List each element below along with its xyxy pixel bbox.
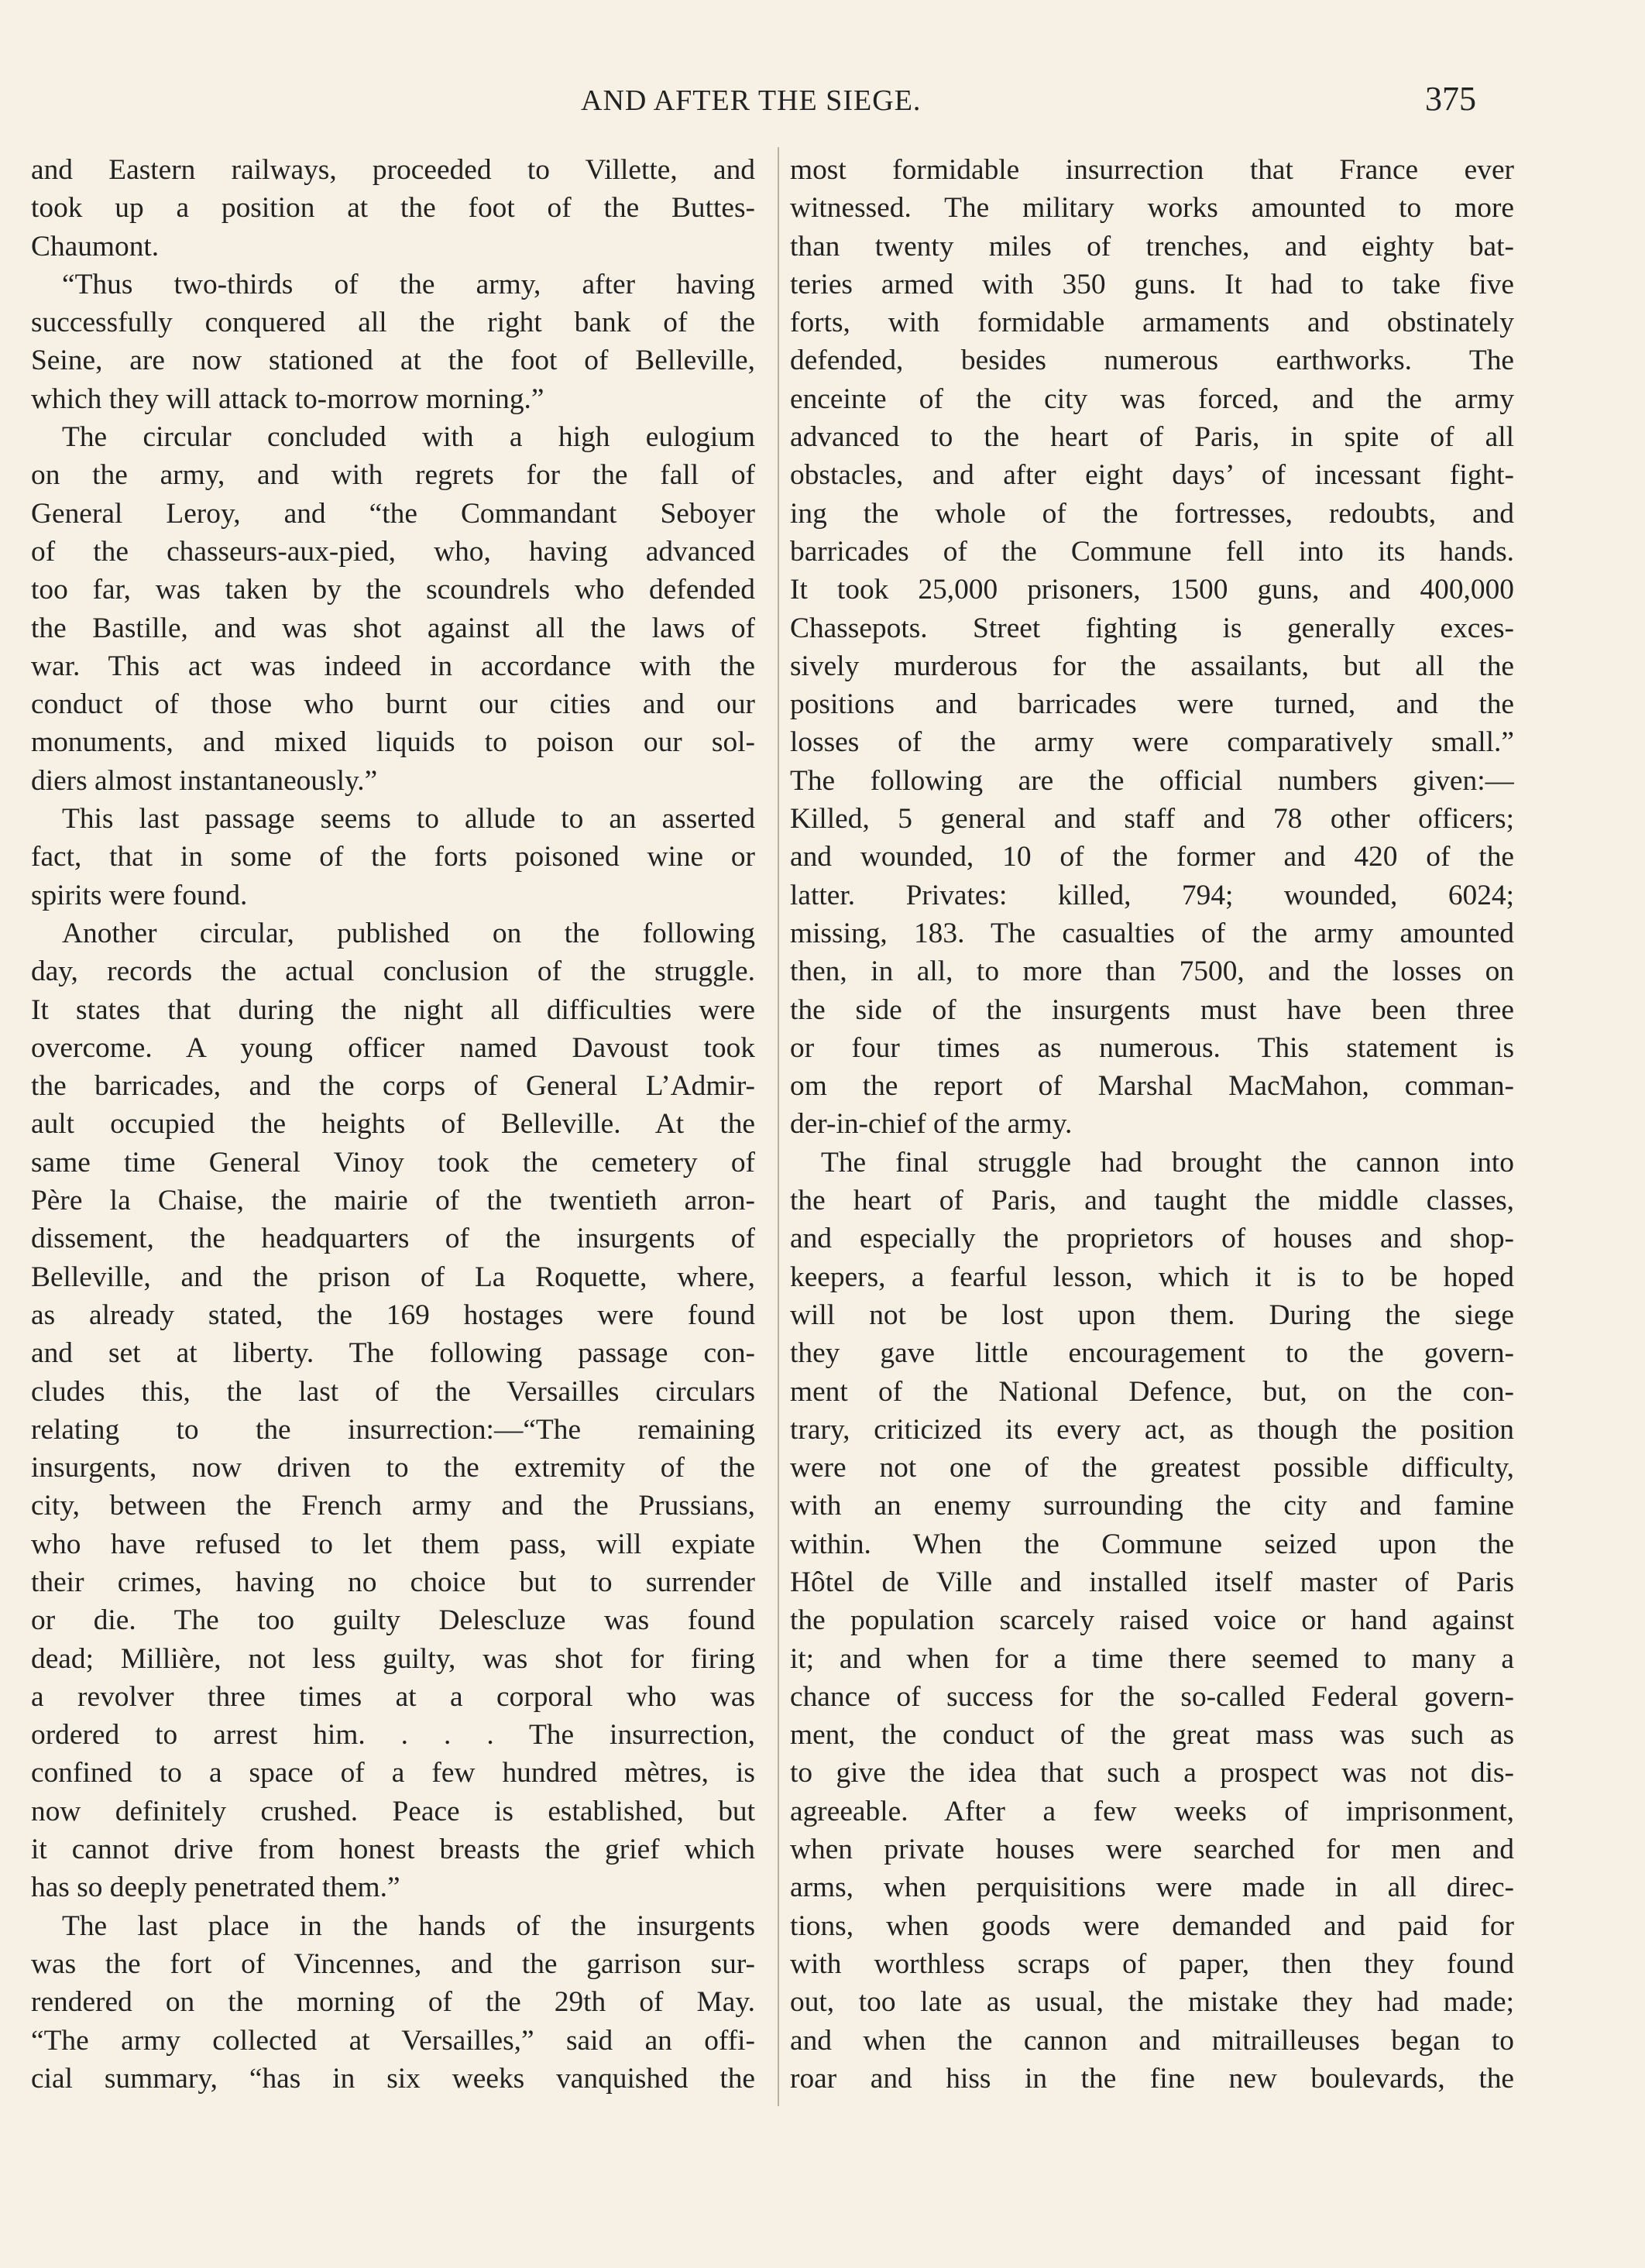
text-line: The final struggle had brought the cannon into [821, 1146, 1514, 1179]
text-line: barricades of the Commune fell into its hands. [790, 535, 1514, 568]
text-line: successfully conquered all the right bank of the [31, 307, 755, 339]
text-line: Another circular, published on the following [62, 917, 755, 949]
text-line: the side of the insurgents must have been three [790, 993, 1514, 1026]
text-line: it cannot drive from honest breasts the grief which [31, 1834, 755, 1866]
text-line: Belleville, and the prison of La Roquette, where, [31, 1261, 755, 1293]
text-line: der-in-chief of the army. [790, 1108, 1073, 1141]
text-line: has so deeply penetrated them.” [31, 1872, 400, 1904]
text-line: ment, the conduct of the great mass was such as [790, 1719, 1514, 1752]
text-line: which they will attack to-morrow morning.” [31, 383, 544, 415]
text-line: or four times as numerous. This statement is [790, 1031, 1514, 1064]
text-line: were not one of the greatest possible difficulty, [790, 1452, 1514, 1484]
text-line: out, too late as usual, the mistake they had made; [790, 1986, 1514, 2019]
text-line: diers almost instantaneously.” [31, 764, 378, 797]
text-line: most formidable insurrection that France ever [790, 154, 1514, 186]
text-line: day, records the actual conclusion of the struggle. [31, 956, 755, 988]
text-line: of the chasseurs-aux-pied, who, having advanced [31, 535, 755, 568]
text-line: It took 25,000 prisoners, 1500 guns, and 400,000 [790, 574, 1514, 606]
text-line: relating to the insurrection:—“The remaining [31, 1413, 755, 1446]
text-line: the Bastille, and was shot against all the laws of [31, 612, 755, 644]
text-line: “Thus two-thirds of the army, after having [62, 268, 755, 300]
text-line: when private houses were searched for men and [790, 1834, 1514, 1866]
text-line: city, between the French army and the Prussians, [31, 1490, 755, 1522]
text-line: defended, besides numerous earthworks. The [790, 345, 1514, 377]
text-line: teries armed with 350 guns. It had to take five [790, 268, 1514, 300]
text-line: arms, when perquisitions were made in all direc- [790, 1872, 1514, 1904]
text-line: ault occupied the heights of Belleville. At the [31, 1108, 755, 1141]
text-line: cludes this, the last of the Versailles circulars [31, 1375, 755, 1408]
text-line: General Leroy, and “the Commandant Seboyer [31, 497, 755, 530]
text-line: within. When the Commune seized upon the [790, 1528, 1514, 1560]
text-line: ordered to arrest him. . . . The insurrection, [31, 1719, 755, 1752]
text-line: insurgents, now driven to the extremity of the [31, 1452, 755, 1484]
text-line: keepers, a fearful lesson, which it is to be hoped [790, 1261, 1514, 1293]
text-line: om the report of Marshal MacMahon, comman- [790, 1070, 1514, 1103]
text-line: positions and barricades were turned, and the [790, 688, 1514, 721]
running-title: AND AFTER THE SIEGE. [581, 84, 922, 117]
text-line: same time General Vinoy took the cemetery of [31, 1146, 755, 1179]
text-line: Père la Chaise, the mairie of the twentieth arron- [31, 1185, 755, 1217]
text-line: fact, that in some of the forts poisoned wine or [31, 841, 755, 873]
text-line: and when the cannon and mitrailleuses began to [790, 2024, 1514, 2057]
text-line: with an enemy surrounding the city and famine [790, 1490, 1514, 1522]
text-line: dead; Millière, not less guilty, was shot for firing [31, 1642, 755, 1675]
text-line: roar and hiss in the fine new boulevards, the [790, 2062, 1514, 2095]
right-text-column [790, 151, 1514, 2098]
text-line: was the fort of Vincennes, and the garrison sur- [31, 1947, 755, 1980]
text-line: overcome. A young officer named Davoust took [31, 1031, 755, 1064]
text-line: who have refused to let them pass, will expiate [31, 1528, 755, 1560]
text-line: their crimes, having no choice but to surrender [31, 1566, 755, 1598]
text-line: ing the whole of the fortresses, redoubts, and [790, 497, 1514, 530]
text-line: and Eastern railways, proceeded to Villette, and [31, 154, 755, 186]
text-line: The last place in the hands of the insurgents [62, 1909, 755, 1942]
text-line: “The army collected at Versailles,” said an offi- [31, 2024, 755, 2057]
text-line: Seine, are now stationed at the foot of Belleville, [31, 345, 755, 377]
text-line: latter. Privates: killed, 794; wounded, 6024; [790, 879, 1514, 911]
left-text-column [31, 151, 755, 2098]
text-line: missing, 183. The casualties of the army amounted [790, 917, 1514, 949]
text-line: they gave little encouragement to the govern- [790, 1337, 1514, 1370]
text-line: and set at liberty. The following passage con- [31, 1337, 755, 1370]
text-line: spirits were found. [31, 879, 248, 911]
text-line: and wounded, 10 of the former and 420 of the [790, 841, 1514, 873]
text-line: on the army, and with regrets for the fall of [31, 459, 755, 492]
text-line: the population scarcely raised voice or hand against [790, 1604, 1514, 1637]
text-line: or die. The too guilty Delescluze was found [31, 1604, 755, 1637]
text-line: and especially the proprietors of houses and shop- [790, 1223, 1514, 1255]
text-line: agreeable. After a few weeks of imprisonment, [790, 1795, 1514, 1827]
text-line: Chassepots. Street fighting is generally exces- [790, 612, 1514, 644]
page-number: 375 [1425, 80, 1476, 118]
text-line: dissement, the headquarters of the insurgents of [31, 1223, 755, 1255]
text-line: with worthless scraps of paper, then they found [790, 1947, 1514, 1980]
text-line: rendered on the morning of the 29th of May. [31, 1986, 755, 2019]
text-line: now definitely crushed. Peace is established, but [31, 1795, 755, 1827]
text-line: The following are the official numbers given:— [790, 764, 1514, 797]
text-line: witnessed. The military works amounted to more [790, 192, 1514, 225]
text-line: obstacles, and after eight days’ of incessant fight- [790, 459, 1514, 492]
text-line: forts, with formidable armaments and obstinately [790, 307, 1514, 339]
text-line: sively murderous for the assailants, but all the [790, 650, 1514, 682]
text-line: ment of the National Defence, but, on the con- [790, 1375, 1514, 1408]
text-line: confined to a space of a few hundred mètres, is [31, 1757, 755, 1789]
text-line: war. This act was indeed in accordance with the [31, 650, 755, 682]
text-line: The circular concluded with a high eulogium [62, 421, 755, 454]
text-line: than twenty miles of trenches, and eighty bat- [790, 230, 1514, 262]
text-line: tions, when goods were demanded and paid for [790, 1909, 1514, 1942]
text-line: conduct of those who burnt our cities and our [31, 688, 755, 721]
text-line: took up a position at the foot of the Buttes- [31, 192, 755, 225]
text-line: chance of success for the so-called Federal govern- [790, 1680, 1514, 1713]
text-line: Killed, 5 general and staff and 78 other officers; [790, 803, 1514, 835]
text-line: cial summary, “has in six weeks vanquished the [31, 2062, 755, 2095]
text-line: as already stated, the 169 hostages were found [31, 1299, 755, 1331]
text-line: Chaumont. [31, 230, 160, 262]
text-line: it; and when for a time there seemed to many a [790, 1642, 1514, 1675]
text-line: the heart of Paris, and taught the middle classes, [790, 1185, 1514, 1217]
text-line: This last passage seems to allude to an asserted [62, 803, 755, 835]
text-line: too far, was taken by the scoundrels who defended [31, 574, 755, 606]
text-line: a revolver three times at a corporal who was [31, 1680, 755, 1713]
column-divider [778, 147, 779, 2106]
text-line: monuments, and mixed liquids to poison our sol- [31, 726, 755, 759]
text-line: to give the idea that such a prospect was not dis- [790, 1757, 1514, 1789]
text-line: losses of the army were comparatively small.” [790, 726, 1514, 759]
text-line: Hôtel de Ville and installed itself master of Paris [790, 1566, 1514, 1598]
text-line: will not be lost upon them. During the siege [790, 1299, 1514, 1331]
text-line: then, in all, to more than 7500, and the losses on [790, 956, 1514, 988]
text-line: trary, criticized its every act, as though the position [790, 1413, 1514, 1446]
page-header [0, 80, 1645, 130]
text-line: advanced to the heart of Paris, in spite of all [790, 421, 1514, 454]
text-line: It states that during the night all difficulties were [31, 993, 755, 1026]
text-line: enceinte of the city was forced, and the army [790, 383, 1514, 415]
text-line: the barricades, and the corps of General L’Admir- [31, 1070, 755, 1103]
